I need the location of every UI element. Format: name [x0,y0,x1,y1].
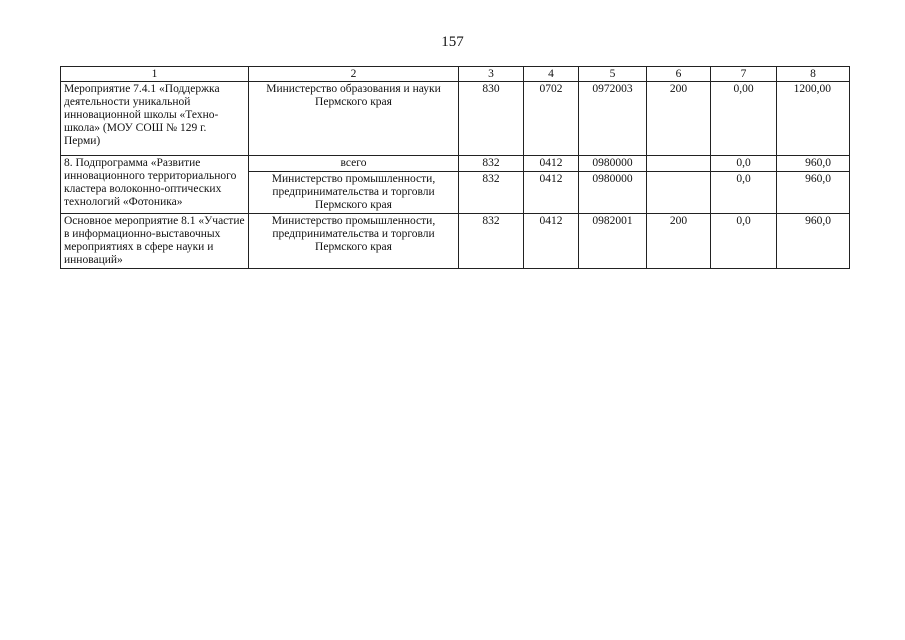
column-number-row [61,67,850,82]
value-cell-8: 960,0 [777,214,850,269]
code-cell: 832 [459,214,524,269]
code-cell: 832 [459,172,524,214]
value-cell-8: 1200,00 [777,82,850,156]
expense-type-cell [647,156,711,172]
table-row [61,82,850,156]
budget-table [60,66,850,269]
program-name-cell: 8. Подпрограмма «Развитие инновационного территориального кластера волоконно-оптических технологий «Фотоника» [61,156,249,214]
section-cell: 0702 [524,82,579,156]
executor-cell: Министерство образования и науки Пермского края [249,82,459,156]
target-article-cell: 0980000 [579,156,647,172]
value-cell-7: 0,0 [711,156,777,172]
value-cell-8: 960,0 [777,172,850,214]
column-header-6: 6 [647,67,711,82]
table-row [61,214,850,269]
target-article-cell: 0982001 [579,214,647,269]
code-cell: 830 [459,82,524,156]
section-cell: 0412 [524,214,579,269]
executor-cell: всего [249,156,459,172]
expense-type-cell: 200 [647,82,711,156]
value-cell-7: 0,0 [711,214,777,269]
column-header-5: 5 [579,67,647,82]
executor-cell: Министерство промышленности, предпринимательства и торговли Пермского края [249,214,459,269]
program-name-cell: Основное мероприятие 8.1 «Участие в информационно-выставочных мероприятиях в сфере науки и инноваций» [61,214,249,269]
page-number: 157 [441,34,464,50]
target-article-cell: 0972003 [579,82,647,156]
executor-cell: Министерство промышленности, предпринимательства и торговли Пермского края [249,172,459,214]
expense-type-cell: 200 [647,214,711,269]
column-header-1: 1 [61,67,249,82]
column-header-8: 8 [777,67,850,82]
column-header-3: 3 [459,67,524,82]
column-header-7: 7 [711,67,777,82]
column-header-2: 2 [249,67,459,82]
section-cell: 0412 [524,172,579,214]
target-article-cell: 0980000 [579,172,647,214]
table-row [61,156,850,172]
expense-type-cell [647,172,711,214]
program-name-cell: Мероприятие 7.4.1 «Поддержка деятельности уникальной инновационной школы «Техно-школа» (МОУ СОШ № 129 г. Перми) [61,82,249,156]
value-cell-8: 960,0 [777,156,850,172]
code-cell: 832 [459,156,524,172]
value-cell-7: 0,00 [711,82,777,156]
column-header-4: 4 [524,67,579,82]
value-cell-7: 0,0 [711,172,777,214]
section-cell: 0412 [524,156,579,172]
